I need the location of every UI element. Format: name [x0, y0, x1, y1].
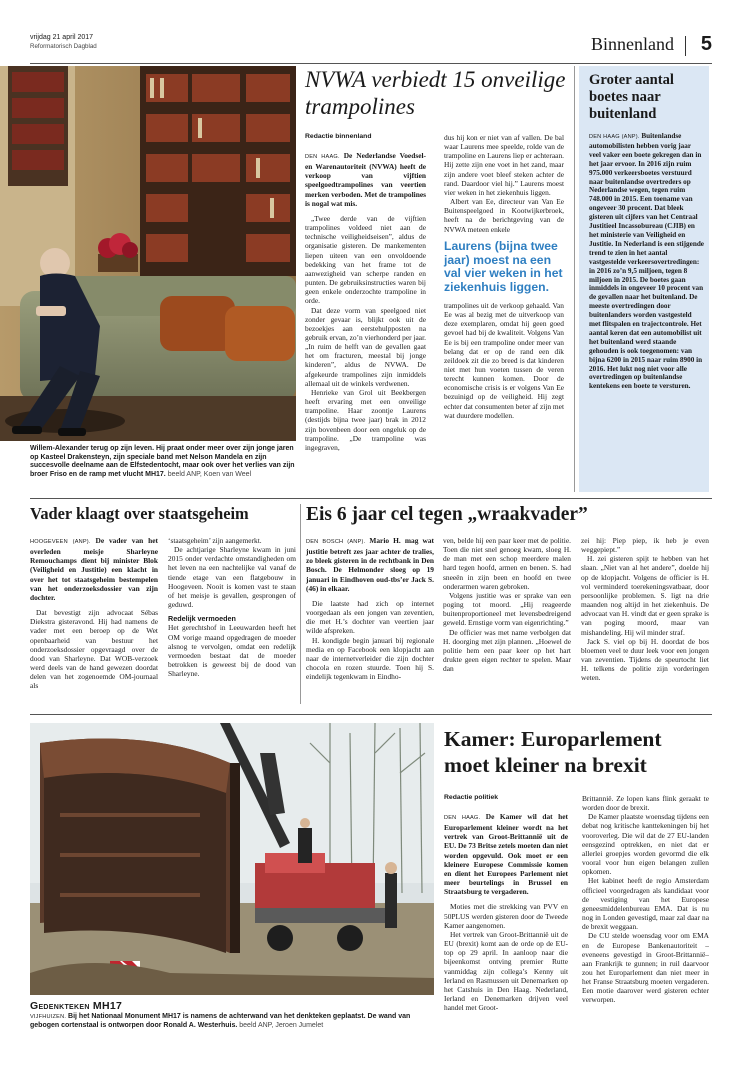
nvwa-p6: trampolines uit de verkoop gehaald. Van Ee was al bezig met de uitverkoop van deze exemplaren, omdat hij geen goed gevoel had bij de kwaliteit. Volgens Van Ee is bij een trampoline onder meer van belang dat er op de rand een dik zeildoek zit die zo breed is dat kinderen niet met hun voeten tussen de veren terecht kunnen komen. Door de economische crisis is er volgens Van Ee bezuinigd op de veiligheid. Hij zegt echter dat consumenten beter af zijn met wat duurdere modellen. — [444, 300, 564, 420]
nvwa-col1 — [305, 151, 426, 452]
photo2-caption — [30, 1013, 434, 1030]
photo1-caption — [30, 445, 296, 479]
masthead — [30, 34, 712, 60]
photo1-credit: beeld ANP, Koen van Weel — [167, 470, 252, 478]
wraak-p1: Die laatste had zich op internet voorgedaan als een jongen van zeventien, die met H.’s dochter van veertien jaar wilde afspreken. — [306, 598, 434, 636]
kamer-headline: Kamer: Europarlement moet kleiner na brexit — [444, 727, 662, 777]
nvwa-p1: „Twee derde van de vijftien trampolines voldeed niet aan de technische veiligheidseisen”, aldus de organisatie gisteren. De mankementen liepen uiteen van een onvoldoende bedekking van het frame tot de aanwezigheid van scherpe randen en punten. De gebruiksinstructies waren bij geen enkele onderzochte trampoline in orde. — [305, 213, 426, 306]
wraak-p3: ven, belde hij een paar keer met de politie. Toen die niet snel genoeg kwam, sloeg H. de man met een schop meerdere malen hard tegen hoofd, armen en benen. S. had sneeën in zijn been en hoofd en twee onderarmen waren gebroken. — [443, 536, 571, 591]
photo2-credit: beeld ANP, Jeroen Jumelet — [239, 1021, 324, 1029]
masthead-paper: Reformatorisch Dagblad — [30, 43, 97, 50]
nvwa-p2: Dat deze vorm van speelgoed niet zonder gevaar is, blijkt ook uit de bezoekjes aan eerstehulpposten na gebruik ervan, zo’n vierhonderd per jaar. „In ruim de helft van de gevallen gaat het om fracturen, meestal bij jonge kinderen”, aldus de NVWA. De afgekeurde trampolines zijn inmiddels allemaal uit de winkels verdwenen. — [305, 305, 426, 388]
section-divider — [685, 36, 686, 56]
nvwa-byline: Redactie binnenland — [305, 133, 372, 140]
photo2-dateline: VIJFHUIZEN. — [30, 1014, 67, 1020]
interview-photo — [0, 66, 296, 441]
wraak-p2: H. kondigde begin januari bij regionale media en op Facebook een klopjacht aan naar de internetverleider die zijn dochter chocola en rozen stuurde. Toen hij S. eindelijk tegenkwam in Eindho- — [306, 635, 434, 682]
boetes-body — [589, 132, 704, 391]
photo-willem-alexander — [0, 66, 296, 441]
kamer-lead: De Kamer wil dat het Europarlement kleiner wordt na het vertrek van Groot-Brittannië uit de EU. De 73 Britse zetels moeten dan niet worden opgevuld. Ook moet er een kleinere Europese Commissie komen en dient het Europees Parlement niet meer beurtelings in Brussel en Straatsburg te vergaderen. — [444, 812, 568, 897]
vader-lead: De vader van het overleden meisje Sharleyne Remouchamps dient bij minister Blok (Veiligheid en Justitie) een klacht in over het tot staatsgeheim bestempelen van het onderzoeksdossier van zijn dochter. — [30, 536, 158, 602]
boetes-dateline: DEN HAAG (ANP). — [589, 134, 640, 140]
vader-col2 — [168, 536, 296, 678]
section-title: Binnenland — [591, 34, 674, 54]
kamer-p1: Moties met die strekking van PVV en 50PLUS werden gisteren door de Tweede Kamer aangenomen. — [444, 902, 568, 930]
kamer-col1 — [444, 812, 568, 1012]
monument-photo — [30, 723, 434, 995]
nvwa-pullquote: Laurens (bijna twee jaar) moest na een val vier weken in het ziekenhuis liggen. — [444, 238, 563, 295]
nvwa-p3: Henrieke van Grol uit Beekbergen heeft ervaring met een onveilige trampoline. Haar zoontje Laurens (destijds bijna twee jaar) brak in 2012 zijn bovenbeen door een ongeluk op de trampoline. „De trampoline was ingegraven, — [305, 387, 426, 452]
vader-p1: Dat bevestigt zijn advocaat Sébas Diekstra gisteravond. Hij had namens de vader met een beroep op de Wet openbaarheid van bestuur het onderzoeksdossier opgevraagd over de dood van Sharleyne. Dat WOB-verzoek werd deels van de hand gewezen doordat delen van het zogenoemde OM-journaal als — [30, 608, 158, 691]
wraak-p4: Volgens justitie was er sprake van een poging tot moord. „Hij reageerde buitenproportioneel met levensbedreigend geweld. Ernstige vorm van eigenrichting.” — [443, 590, 571, 628]
vader-headline: Vader klaagt over staatsgeheim — [30, 504, 249, 523]
boetes-headline: Groter aantal boetes naar buitenland — [589, 72, 674, 122]
vader-p3: De achtjarige Sharleyne kwam in juni 2015 onder verdachte omstandigheden om het leven na een nachtelijke val vanaf de tiende etage van een flatgebouw in Hoogeveen. Nooit is komen vast te staan of het meisje is gevallen, gesprongen of geduwd. — [168, 545, 296, 610]
kamer-p3: Brittannië. Ze lopen kans flink geraakt te worden door de brexit. — [582, 794, 709, 813]
nvwa-p4: dus hij kon er niet van af vallen. De bal waar Laurens mee speelde, rolde van de trampoline en Laurens liep er achteraan. Hij zette zijn ene voet in het zand, maar zijn andere voet bleef steken achter de rand. Daardoor viel hij.” Laurens moest vier weken in het ziekenhuis liggen. — [444, 133, 564, 197]
vertical-rule-right — [574, 66, 575, 492]
nvwa-headline: NVWA verbiedt 15 onveilige trampolines — [305, 67, 566, 119]
vader-p4: Het gerechtshof in Leeuwarden heeft het OM vorige maand opgedragen de moeder alsnog te vervolgen, omdat een redelijk vermoeden bestaat dat de moeder betrokken is geweest bij de dood van Sharleyne. — [168, 623, 296, 679]
nvwa-lead: De Nederlandse Voedsel- en Warenautoriteit (NVWA) heeft de verkoop van vijftien speelgoedtrampolines van veertien merken verboden. Met de trampolines is nogal wat mis. — [305, 151, 426, 208]
kamer-byline: Redactie politiek — [444, 794, 499, 801]
wraak-lead: Mario H. mag wat justitie betreft zes jaar achter de tralies, zo bleek gisteren in de rechtbank in Den Bosch. De Helmonder sloeg op 19 januari in Eindhoven oud-tbs’er Jack S. (46) in elkaar. — [306, 536, 434, 593]
photo2-caption-text: Bij het Nationaal Monument MH17 is namens de achterwand van het denkteken geplaatst. De wand van gebogen cortenstaal is ontworpen door Ronald A. Westerhuis. — [30, 1013, 411, 1029]
photo1-caption-text: Willem-Alexander terug op zijn leven. Hij praat onder meer over zijn jonge jaren op Kasteel Drakensteyn, zijn speciale band met Nelson Mandela en zijn succesvolle deelname aan de Elfstedentocht, maar ook over het verlies van zijn broer Friso en de ramp met vlucht MH17. — [30, 445, 295, 478]
boetes-text: Buitenlandse automobilisten hebben vorig jaar veel vaker een boete gekregen dan in het jaar ervoor. In 2016 zijn ruim 975.000 verkeersboetes verstuurd naar buitenlandse overtreders op Nederlandse wegen, tegen ruim 748.000 in 2015. Een toename van ongeveer 30 procent. Dat bleek gisteren uit cijfers van het Centraal Justitieel Incassobureau (CJIB) en het ministerie van Veiligheid en Justitie. In Nederland is een stijgende trend te zien in het aantal vastgestelde verkeersovertredingen: in 2016 zo’n 9,5 miljoen, tegen 8 miljoen in 2015. De boetes gaan inmiddels in ongeveer 10 procent van de gevallen naar het buitenland. De meeste overtredingen door buitenlanders worden vastgesteld met flitspalen en trajectcontrole. Het aantal keren dat een automobilist uit het buitenland werd staande gehouden is ook toegenomen: van bijna 6200 in 2015 naar ruim 8900 in 2016. Het lukt nog niet voor alle overtredingen op buitenlandse kentekens een boete te versturen. — [589, 132, 704, 391]
wraak-p7: H. zei gisteren spijt te hebben van het slaan. „Niet van al het andere”, doelde hij op de klopjacht. Volgens de officier is H. vol verminderd toerekeningsvatbaar, door persoonlijke problemen. S. ligt na drie maanden nog altijd in het ziekenhuis. De advocaat van H. vindt dat er geen sprake is van poging moord, maar van mishandeling. Hij wil minder straf. — [581, 554, 709, 637]
wraak-col3 — [581, 536, 709, 683]
wraak-col1 — [306, 536, 434, 681]
kamer-col2 — [582, 794, 709, 1005]
vader-p2: ‘staatsgeheim’ zijn aangemerkt. — [168, 536, 262, 545]
wraak-p6: zei hij: Piep piep, ik heb je even weggepiept.” — [581, 536, 709, 555]
kamer-p2: Het vertrek van Groot-Brittannië uit de EU (brexit) komt aan de orde op de EU-top op 29 april. In aanloop naar die bijeenkomst ontving premier Rutte vanmiddag zijn collega’s Kenny uit Ierland en Rasmussen uit Denemarken op het Catshuis in Den Haag. Nederland, Ierland en Denemarken drijven veel handel met Groot- — [444, 929, 568, 1013]
nvwa-p5: Albert van Ee, directeur van Van Ee Buitenspeelgoed in Kootwijkerbroek, heeft na de berichtgeving van de NVWA meteen enkele — [444, 197, 564, 234]
photo2-label: Gedenkteken MH17 — [30, 1000, 123, 1012]
vader-dateline: HOOGEVEEN (ANP). — [30, 539, 91, 545]
nvwa-col2 — [444, 133, 564, 420]
band-rule-1 — [30, 498, 712, 499]
band-rule-2 — [30, 714, 712, 715]
kamer-p4: De Kamer plaatste woensdag tijdens een debat nog kritische kanttekeningen bij het vooroverleg. Die wil dat de 27 EU-landen eensgezind optrekken, en niet dat er allerlei groepjes worden gevormd die elk vooral voor hun eigen belangen zullen opkomen. — [582, 812, 709, 877]
wraak-p8: Jack S. viel op bij H. doordat de bos bloemen veel te duur leek voor een jongen van zeventien. Tijdens de speurtocht liet H. telkens de politie zijn vorderingen weten. — [581, 636, 709, 683]
wraak-headline: Eis 6 jaar cel tegen „wraakvader” — [306, 504, 588, 525]
masthead-rule — [30, 63, 712, 64]
masthead-date: vrijdag 21 april 2017 — [30, 34, 94, 41]
page-number: 5 — [700, 33, 712, 55]
kamer-p6: De CU stelde woensdag voor om EMA en de Europese Bankenautoriteit –eveneens gevestigd in Groot-Brittannië– aan Frankrijk te gunnen; in ruil daarvoor zou het Europarlement dan niet meer in het Franse Straatsburg moeten vergaderen. Een motie daarover werd gisteren echter verworpen. — [582, 931, 709, 1005]
vader-col1 — [30, 536, 158, 691]
vader-subhead: Redelijk vermoeden — [168, 614, 236, 624]
wraak-dateline: DEN BOSCH (ANP). — [306, 539, 366, 545]
vertical-rule-mid — [300, 504, 301, 704]
nvwa-dateline: DEN HAAG. — [305, 154, 340, 160]
kamer-p5: Het kabinet heeft de regio Amsterdam officieel voorgedragen als kandidaat voor de vestiging van het Europese geneesmiddelenbureau EMA. Dat is nu nog in Londen gevestigd, maar zal daar na de brexit weggaan. — [582, 876, 709, 932]
kamer-dateline: DEN HAAG. — [444, 815, 481, 821]
wraak-p5: De officier was met name verbolgen dat H. doorging met zijn plannen. „Hoewel de politie hem een paar keer op het hart drukte geen eigen rechter te spelen. Maar dan — [443, 627, 571, 674]
photo-mh17-monument — [30, 723, 434, 995]
wraak-col2 — [443, 536, 571, 673]
